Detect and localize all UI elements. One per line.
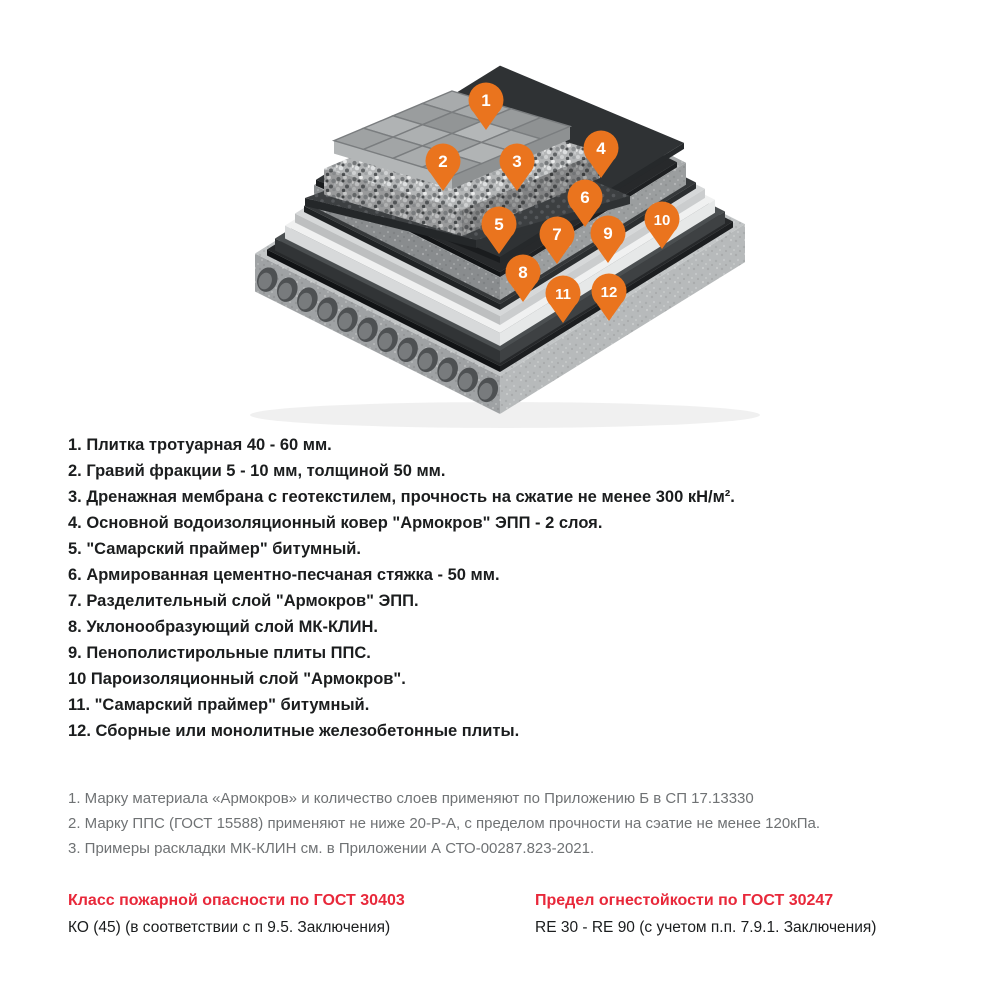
pin-number: 7 — [552, 225, 562, 244]
fire-class-block — [68, 893, 405, 936]
pin-number: 4 — [596, 139, 606, 158]
legend-item-11: 11. "Самарский праймер" битумный. — [68, 696, 370, 714]
pin-number: 6 — [580, 188, 590, 207]
pin-number: 1 — [481, 91, 491, 110]
fire-resistance-block — [535, 893, 876, 936]
legend-item-10: 10 Пароизоляционный слой "Армокров". — [68, 670, 406, 688]
legend-item-7: 7. Разделительный слой "Армокров" ЭПП. — [68, 592, 419, 610]
pin-number: 5 — [494, 215, 504, 234]
legend-item-9: 9. Пенополистирольные плиты ППС. — [68, 644, 371, 662]
fire-resistance-title: Предел огнестойкости по ГОСТ 30247 — [535, 892, 834, 909]
pin-number: 2 — [438, 152, 448, 171]
footnote-2: 2. Марку ППС (ГОСТ 15588) применяют не ниже 20-Р-А, с пределом прочности на сэатие не менее 120кПа. — [68, 815, 821, 832]
pin-number: 3 — [512, 152, 522, 171]
pin-number: 10 — [653, 212, 671, 229]
fire-resistance-value: RE 30 - RE 90 (с учетом п.п. 7.9.1. Заключения) — [535, 919, 877, 936]
legend-item-3: 3. Дренажная мембрана с геотекстилем, прочность на сжатие не менее 300 кН/м². — [68, 488, 735, 506]
legend-item-4: 4. Основной водоизоляционный ковер "Армокров" ЭПП - 2 слоя. — [68, 514, 603, 532]
footnote-1: 1. Марку материала «Армокров» и количество слоев применяют по Приложению Б в СП 17.13330 — [68, 790, 754, 807]
legend-item-2: 2. Гравий фракции 5 - 10 мм, толщиной 50 мм. — [68, 462, 446, 480]
roof-stack-svg — [0, 0, 1001, 430]
pin-number: 9 — [603, 224, 613, 243]
legend-item-12: 12. Сборные или монолитные железобетонные плиты. — [68, 722, 520, 740]
footnotes — [68, 786, 820, 861]
fire-class-value: КО (45) (в соответствии с п 9.5. Заключения) — [68, 919, 391, 936]
pin-number: 8 — [518, 263, 528, 282]
roof-layers-figure — [0, 0, 1001, 430]
fire-class-title: Класс пожарной опасности по ГОСТ 30403 — [68, 892, 405, 909]
legend-item-1: 1. Плитка тротуарная 40 - 60 мм. — [68, 436, 332, 454]
legend-item-6: 6. Армированная цементно-песчаная стяжка - 50 мм. — [68, 566, 500, 584]
footnote-3: 3. Примеры раскладки МК-КЛИН см. в Приложении А СТО-00287.823-2021. — [68, 840, 595, 857]
legend-item-8: 8. Уклонообразующий слой МК-КЛИН. — [68, 618, 378, 636]
layer-legend — [68, 432, 735, 744]
pin-number: 12 — [600, 284, 618, 301]
pin-number: 11 — [555, 286, 571, 303]
legend-item-5: 5. "Самарский праймер" битумный. — [68, 540, 362, 558]
